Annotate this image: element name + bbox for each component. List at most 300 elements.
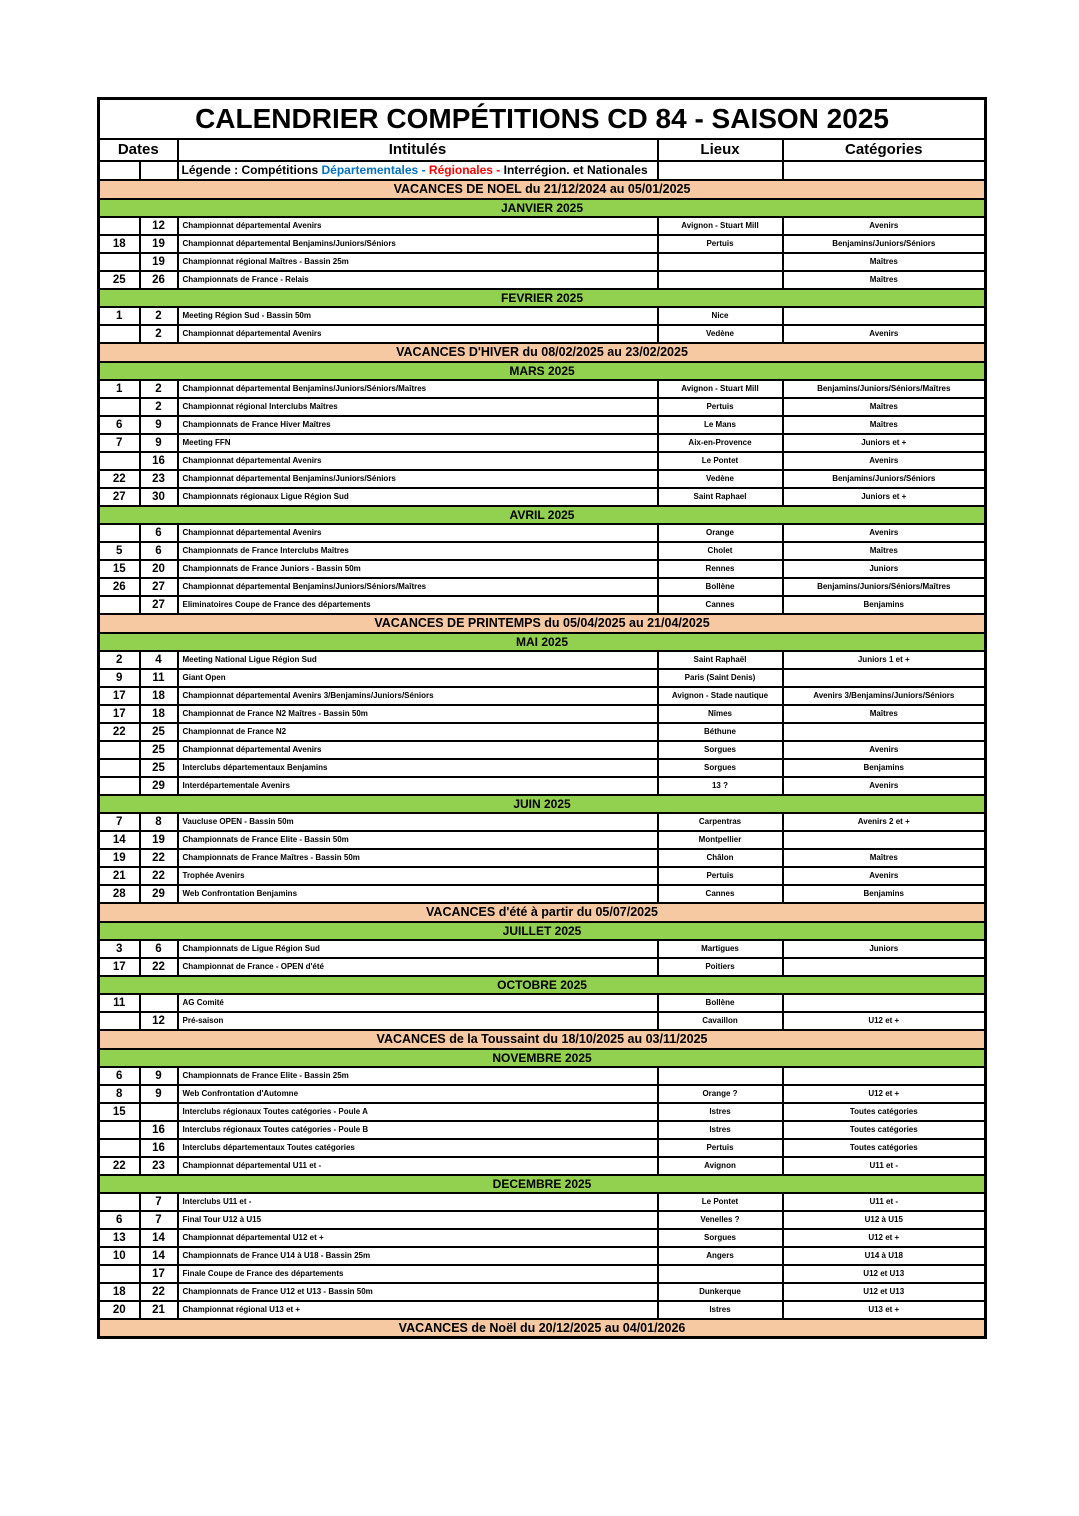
date-end-cell: 22	[140, 958, 178, 976]
date-start-cell: 19	[99, 849, 140, 867]
date-start-cell	[99, 253, 140, 271]
date-start-cell: 1	[99, 307, 140, 325]
vacation-banner: VACANCES d'été à partir du 05/07/2025	[99, 903, 986, 922]
date-start-cell: 3	[99, 940, 140, 958]
date-start-cell	[99, 452, 140, 470]
date-end-cell: 9	[140, 1067, 178, 1085]
event-category-cell: Juniors	[783, 940, 986, 958]
date-end-cell: 19	[140, 831, 178, 849]
event-category-cell	[783, 669, 986, 687]
event-title-cell: Interclubs départementaux Toutes catégories	[178, 1139, 658, 1157]
event-category-cell: U13 et +	[783, 1301, 986, 1319]
competition-calendar-table	[97, 97, 987, 1339]
event-category-cell	[783, 307, 986, 325]
date-start-cell: 6	[99, 1211, 140, 1229]
event-lieu-cell: Cannes	[658, 885, 783, 903]
event-title-cell: Meeting National Ligue Région Sud	[178, 651, 658, 669]
event-category-cell: Benjamins	[783, 885, 986, 903]
event-category-cell: Benjamins/Juniors/Séniors	[783, 235, 986, 253]
event-lieu-cell: Béthune	[658, 723, 783, 741]
event-title-cell: Championnats de France Juniors - Bassin 50m	[178, 560, 658, 578]
vacation-banner: VACANCES D'HIVER du 08/02/2025 au 23/02/2025	[99, 343, 986, 362]
event-title-cell: Championnats régionaux Ligue Région Sud	[178, 488, 658, 506]
legend-empty-lieux	[658, 161, 783, 180]
date-end-cell: 6	[140, 940, 178, 958]
event-row	[99, 488, 986, 506]
date-end-cell: 20	[140, 560, 178, 578]
event-title-cell: Championnats de France Elite - Bassin 25m	[178, 1067, 658, 1085]
event-lieu-cell: Istres	[658, 1121, 783, 1139]
title-row	[99, 99, 986, 139]
date-end-cell: 17	[140, 1265, 178, 1283]
event-category-cell: Benjamins	[783, 596, 986, 614]
date-end-cell	[140, 994, 178, 1012]
event-row	[99, 470, 986, 488]
event-category-cell: Maîtres	[783, 253, 986, 271]
vacation-banner-row	[99, 903, 986, 922]
date-end-cell: 2	[140, 398, 178, 416]
event-lieu-cell	[658, 1067, 783, 1085]
date-end-cell: 25	[140, 723, 178, 741]
legend-row	[99, 161, 986, 180]
date-start-cell: 15	[99, 1103, 140, 1121]
date-end-cell	[140, 1103, 178, 1121]
event-title-cell: Interdépartementale Avenirs	[178, 777, 658, 795]
date-start-cell	[99, 759, 140, 777]
date-end-cell: 9	[140, 1085, 178, 1103]
date-start-cell: 17	[99, 687, 140, 705]
date-start-cell: 6	[99, 1067, 140, 1085]
event-lieu-cell: Avignon - Stade nautique	[658, 687, 783, 705]
event-lieu-cell: Cavaillon	[658, 1012, 783, 1030]
month-header-row	[99, 506, 986, 524]
event-row	[99, 560, 986, 578]
vacation-banner-row	[99, 1319, 986, 1338]
date-end-cell: 22	[140, 1283, 178, 1301]
event-category-cell: Avenirs	[783, 217, 986, 235]
date-end-cell: 19	[140, 235, 178, 253]
vacation-banner: VACANCES DE NOEL du 21/12/2024 au 05/01/2025	[99, 180, 986, 199]
date-start-cell: 28	[99, 885, 140, 903]
date-start-cell	[99, 1121, 140, 1139]
event-title-cell: Meeting Région Sud - Bassin 50m	[178, 307, 658, 325]
event-row	[99, 777, 986, 795]
event-lieu-cell: Saint Raphael	[658, 488, 783, 506]
event-title-cell: Interclubs régionaux Toutes catégories - Poule B	[178, 1121, 658, 1139]
event-lieu-cell: Poitiers	[658, 958, 783, 976]
date-end-cell: 29	[140, 885, 178, 903]
event-row	[99, 1193, 986, 1211]
date-start-cell: 22	[99, 723, 140, 741]
date-end-cell: 9	[140, 416, 178, 434]
event-category-cell	[783, 831, 986, 849]
event-title-cell: Championnat départemental U11 et -	[178, 1157, 658, 1175]
event-row	[99, 524, 986, 542]
date-start-cell: 20	[99, 1301, 140, 1319]
legend-empty-date2	[140, 161, 178, 180]
event-lieu-cell: Venelles ?	[658, 1211, 783, 1229]
month-header: MARS 2025	[99, 362, 986, 380]
month-header-row	[99, 1049, 986, 1067]
event-title-cell: Championnat régional Maîtres - Bassin 25m	[178, 253, 658, 271]
date-end-cell: 12	[140, 217, 178, 235]
event-row	[99, 1139, 986, 1157]
event-category-cell: U12 et U13	[783, 1265, 986, 1283]
month-header: NOVEMBRE 2025	[99, 1049, 986, 1067]
date-end-cell: 22	[140, 849, 178, 867]
event-row	[99, 380, 986, 398]
legend-empty-date1	[99, 161, 140, 180]
event-lieu-cell: Cannes	[658, 596, 783, 614]
date-start-cell	[99, 217, 140, 235]
date-start-cell: 5	[99, 542, 140, 560]
date-end-cell: 21	[140, 1301, 178, 1319]
date-end-cell: 6	[140, 542, 178, 560]
event-row	[99, 940, 986, 958]
event-lieu-cell: Avignon - Stuart Mill	[658, 217, 783, 235]
date-start-cell: 10	[99, 1247, 140, 1265]
date-start-cell: 27	[99, 488, 140, 506]
date-start-cell: 17	[99, 705, 140, 723]
event-lieu-cell: Vedène	[658, 470, 783, 488]
date-start-cell: 26	[99, 578, 140, 596]
date-end-cell: 6	[140, 524, 178, 542]
event-row	[99, 1157, 986, 1175]
event-lieu-cell: Sorgues	[658, 741, 783, 759]
event-lieu-cell: Montpellier	[658, 831, 783, 849]
event-lieu-cell: Sorgues	[658, 759, 783, 777]
legend-part: -	[492, 163, 504, 177]
event-title-cell: Championnat départemental Benjamins/Juniors/Séniors	[178, 235, 658, 253]
event-category-cell: Benjamins/Juniors/Séniors/Maîtres	[783, 380, 986, 398]
event-category-cell	[783, 723, 986, 741]
event-category-cell: U11 et -	[783, 1193, 986, 1211]
event-category-cell: Avenirs	[783, 524, 986, 542]
column-header-intitules: Intitulés	[178, 139, 658, 161]
date-end-cell: 2	[140, 307, 178, 325]
event-lieu-cell: 13 ?	[658, 777, 783, 795]
event-lieu-cell: Le Mans	[658, 416, 783, 434]
event-category-cell: Toutes catégories	[783, 1139, 986, 1157]
event-category-cell: U12 et +	[783, 1012, 986, 1030]
event-row	[99, 416, 986, 434]
event-title-cell: Championnats de France U14 à U18 - Bassin 25m	[178, 1247, 658, 1265]
vacation-banner-row	[99, 343, 986, 362]
event-row	[99, 1103, 986, 1121]
event-lieu-cell: Paris (Saint Denis)	[658, 669, 783, 687]
vacation-banner: VACANCES DE PRINTEMPS du 05/04/2025 au 21/04/2025	[99, 614, 986, 633]
event-lieu-cell: Châlon	[658, 849, 783, 867]
event-row	[99, 1211, 986, 1229]
event-row	[99, 1085, 986, 1103]
event-row	[99, 1067, 986, 1085]
legend-part: Régionales	[428, 163, 493, 177]
month-header-row	[99, 1175, 986, 1193]
date-start-cell: 2	[99, 651, 140, 669]
event-title-cell: Championnat départemental Avenirs	[178, 325, 658, 343]
page-title: CALENDRIER COMPÉTITIONS CD 84 - SAISON 2025	[99, 99, 986, 139]
event-lieu-cell: Sorgues	[658, 1229, 783, 1247]
event-row	[99, 307, 986, 325]
event-row	[99, 1283, 986, 1301]
date-end-cell: 14	[140, 1247, 178, 1265]
event-lieu-cell: Le Pontet	[658, 1193, 783, 1211]
event-title-cell: Championnat régional U13 et +	[178, 1301, 658, 1319]
vacation-banner-row	[99, 180, 986, 199]
event-title-cell: Vaucluse OPEN - Bassin 50m	[178, 813, 658, 831]
event-row	[99, 759, 986, 777]
event-category-cell: Avenirs	[783, 325, 986, 343]
event-category-cell	[783, 958, 986, 976]
event-lieu-cell: Dunkerque	[658, 1283, 783, 1301]
column-header-lieux: Lieux	[658, 139, 783, 161]
event-category-cell: Toutes catégories	[783, 1121, 986, 1139]
date-end-cell: 30	[140, 488, 178, 506]
event-category-cell: Juniors et +	[783, 434, 986, 452]
event-lieu-cell: Saint Raphaël	[658, 651, 783, 669]
event-row	[99, 885, 986, 903]
event-title-cell: Meeting FFN	[178, 434, 658, 452]
date-start-cell: 7	[99, 434, 140, 452]
event-category-cell: Maîtres	[783, 416, 986, 434]
date-end-cell: 25	[140, 741, 178, 759]
event-category-cell: Benjamins	[783, 759, 986, 777]
event-title-cell: Interclubs départementaux Benjamins	[178, 759, 658, 777]
event-category-cell: U12 et U13	[783, 1283, 986, 1301]
event-row	[99, 651, 986, 669]
event-title-cell: Championnat départemental Benjamins/Juniors/Séniors	[178, 470, 658, 488]
date-start-cell: 15	[99, 560, 140, 578]
date-start-cell: 7	[99, 813, 140, 831]
event-row	[99, 687, 986, 705]
event-title-cell: Championnats de France - Relais	[178, 271, 658, 289]
month-header: OCTOBRE 2025	[99, 976, 986, 994]
event-row	[99, 867, 986, 885]
date-start-cell: 18	[99, 235, 140, 253]
event-row	[99, 723, 986, 741]
event-row	[99, 434, 986, 452]
date-start-cell: 22	[99, 470, 140, 488]
event-title-cell: Pré-saison	[178, 1012, 658, 1030]
event-title-cell: Interclubs U11 et -	[178, 1193, 658, 1211]
event-lieu-cell: Pertuis	[658, 235, 783, 253]
event-category-cell: U14 à U18	[783, 1247, 986, 1265]
event-title-cell: Championnat régional Interclubs Maîtres	[178, 398, 658, 416]
date-end-cell: 16	[140, 452, 178, 470]
date-end-cell: 22	[140, 867, 178, 885]
date-end-cell: 18	[140, 705, 178, 723]
event-title-cell: Trophée Avenirs	[178, 867, 658, 885]
event-title-cell: Championnat départemental Benjamins/Juniors/Séniors/Maîtres	[178, 578, 658, 596]
event-category-cell: Juniors 1 et +	[783, 651, 986, 669]
date-start-cell	[99, 325, 140, 343]
date-end-cell: 2	[140, 380, 178, 398]
event-lieu-cell: Angers	[658, 1247, 783, 1265]
event-title-cell: Interclubs régionaux Toutes catégories - Poule A	[178, 1103, 658, 1121]
event-lieu-cell: Pertuis	[658, 867, 783, 885]
event-row	[99, 1301, 986, 1319]
event-title-cell: Web Confrontation Benjamins	[178, 885, 658, 903]
event-lieu-cell: Cholet	[658, 542, 783, 560]
month-header-row	[99, 795, 986, 813]
event-row	[99, 994, 986, 1012]
event-title-cell: Championnat départemental Benjamins/Juniors/Séniors/Maîtres	[178, 380, 658, 398]
month-header-row	[99, 199, 986, 217]
legend-part: -	[418, 163, 429, 177]
event-category-cell: Avenirs	[783, 452, 986, 470]
event-lieu-cell: Orange ?	[658, 1085, 783, 1103]
event-title-cell: Championnat départemental Avenirs	[178, 217, 658, 235]
event-lieu-cell: Vedène	[658, 325, 783, 343]
event-lieu-cell: Aix-en-Provence	[658, 434, 783, 452]
date-start-cell: 25	[99, 271, 140, 289]
event-category-cell: Benjamins/Juniors/Séniors/Maîtres	[783, 578, 986, 596]
date-end-cell: 8	[140, 813, 178, 831]
date-start-cell	[99, 1193, 140, 1211]
event-category-cell: Maîtres	[783, 849, 986, 867]
month-header: JUILLET 2025	[99, 922, 986, 940]
month-header: MAI 2025	[99, 633, 986, 651]
event-lieu-cell: Pertuis	[658, 398, 783, 416]
event-row	[99, 452, 986, 470]
event-category-cell: Avenirs	[783, 867, 986, 885]
event-title-cell: Championnat départemental Avenirs	[178, 741, 658, 759]
event-title-cell: Championnat de France N2 Maîtres - Bassin 50m	[178, 705, 658, 723]
date-start-cell: 1	[99, 380, 140, 398]
date-start-cell	[99, 398, 140, 416]
event-title-cell: Giant Open	[178, 669, 658, 687]
event-row	[99, 958, 986, 976]
event-lieu-cell: Avignon - Stuart Mill	[658, 380, 783, 398]
event-row	[99, 705, 986, 723]
event-category-cell: Maîtres	[783, 398, 986, 416]
legend-part: Interrégion. et Nationales	[503, 163, 648, 177]
event-lieu-cell: Orange	[658, 524, 783, 542]
date-end-cell: 27	[140, 596, 178, 614]
event-row	[99, 849, 986, 867]
event-title-cell: Championnats de France U12 et U13 - Bassin 50m	[178, 1283, 658, 1301]
vacation-banner: VACANCES de la Toussaint du 18/10/2025 au 03/11/2025	[99, 1030, 986, 1049]
date-end-cell: 2	[140, 325, 178, 343]
event-category-cell	[783, 994, 986, 1012]
event-row	[99, 596, 986, 614]
date-end-cell: 25	[140, 759, 178, 777]
event-category-cell: Maîtres	[783, 542, 986, 560]
event-title-cell: Championnat de France N2	[178, 723, 658, 741]
event-lieu-cell: Bollène	[658, 578, 783, 596]
event-row	[99, 235, 986, 253]
month-header-row	[99, 362, 986, 380]
event-lieu-cell: Carpentras	[658, 813, 783, 831]
event-row	[99, 253, 986, 271]
month-header-row	[99, 922, 986, 940]
event-title-cell: Eliminatoires Coupe de France des départements	[178, 596, 658, 614]
vacation-banner-row	[99, 614, 986, 633]
event-lieu-cell: Nice	[658, 307, 783, 325]
event-category-cell	[783, 1067, 986, 1085]
event-lieu-cell: Martigues	[658, 940, 783, 958]
event-lieu-cell: Istres	[658, 1301, 783, 1319]
month-header-row	[99, 976, 986, 994]
date-start-cell: 13	[99, 1229, 140, 1247]
event-category-cell: Maîtres	[783, 271, 986, 289]
date-start-cell	[99, 1012, 140, 1030]
event-row	[99, 1265, 986, 1283]
date-end-cell: 11	[140, 669, 178, 687]
event-lieu-cell	[658, 253, 783, 271]
date-end-cell: 23	[140, 1157, 178, 1175]
date-start-cell	[99, 777, 140, 795]
event-title-cell: Web Confrontation d'Automne	[178, 1085, 658, 1103]
date-end-cell: 16	[140, 1121, 178, 1139]
date-start-cell: 11	[99, 994, 140, 1012]
event-title-cell: Championnats de France Elite - Bassin 50m	[178, 831, 658, 849]
date-end-cell: 4	[140, 651, 178, 669]
date-end-cell: 16	[140, 1139, 178, 1157]
date-start-cell	[99, 741, 140, 759]
event-category-cell: Juniors et +	[783, 488, 986, 506]
event-category-cell: U12 et +	[783, 1229, 986, 1247]
event-lieu-cell: Nîmes	[658, 705, 783, 723]
date-start-cell: 8	[99, 1085, 140, 1103]
event-category-cell: Juniors	[783, 560, 986, 578]
date-start-cell	[99, 524, 140, 542]
date-end-cell: 9	[140, 434, 178, 452]
event-row	[99, 542, 986, 560]
event-category-cell: U11 et -	[783, 1157, 986, 1175]
event-lieu-cell: Avignon	[658, 1157, 783, 1175]
month-header: AVRIL 2025	[99, 506, 986, 524]
event-title-cell: Championnat départemental Avenirs	[178, 452, 658, 470]
event-row	[99, 1247, 986, 1265]
month-header-row	[99, 289, 986, 307]
event-category-cell: U12 à U15	[783, 1211, 986, 1229]
event-row	[99, 1121, 986, 1139]
event-row	[99, 1229, 986, 1247]
event-lieu-cell: Istres	[658, 1103, 783, 1121]
event-row	[99, 813, 986, 831]
event-category-cell: Benjamins/Juniors/Séniors	[783, 470, 986, 488]
event-lieu-cell: Le Pontet	[658, 452, 783, 470]
column-header-categories: Catégories	[783, 139, 986, 161]
event-title-cell: Championnat départemental U12 et +	[178, 1229, 658, 1247]
event-row	[99, 325, 986, 343]
date-end-cell: 23	[140, 470, 178, 488]
event-category-cell: Toutes catégories	[783, 1103, 986, 1121]
legend-text	[178, 161, 658, 180]
month-header: JANVIER 2025	[99, 199, 986, 217]
legend-part: Départementales	[321, 163, 419, 177]
date-end-cell: 27	[140, 578, 178, 596]
event-row	[99, 271, 986, 289]
date-end-cell: 26	[140, 271, 178, 289]
date-end-cell: 12	[140, 1012, 178, 1030]
event-row	[99, 741, 986, 759]
date-end-cell: 19	[140, 253, 178, 271]
event-title-cell: Championnat de France - OPEN d'été	[178, 958, 658, 976]
vacation-banner-row	[99, 1030, 986, 1049]
event-title-cell: Championnats de Ligue Région Sud	[178, 940, 658, 958]
event-row	[99, 831, 986, 849]
date-start-cell	[99, 596, 140, 614]
event-category-cell: U12 et +	[783, 1085, 986, 1103]
event-lieu-cell: Bollène	[658, 994, 783, 1012]
date-start-cell	[99, 1265, 140, 1283]
event-category-cell: Avenirs	[783, 777, 986, 795]
date-start-cell: 14	[99, 831, 140, 849]
date-start-cell: 21	[99, 867, 140, 885]
date-end-cell: 7	[140, 1211, 178, 1229]
